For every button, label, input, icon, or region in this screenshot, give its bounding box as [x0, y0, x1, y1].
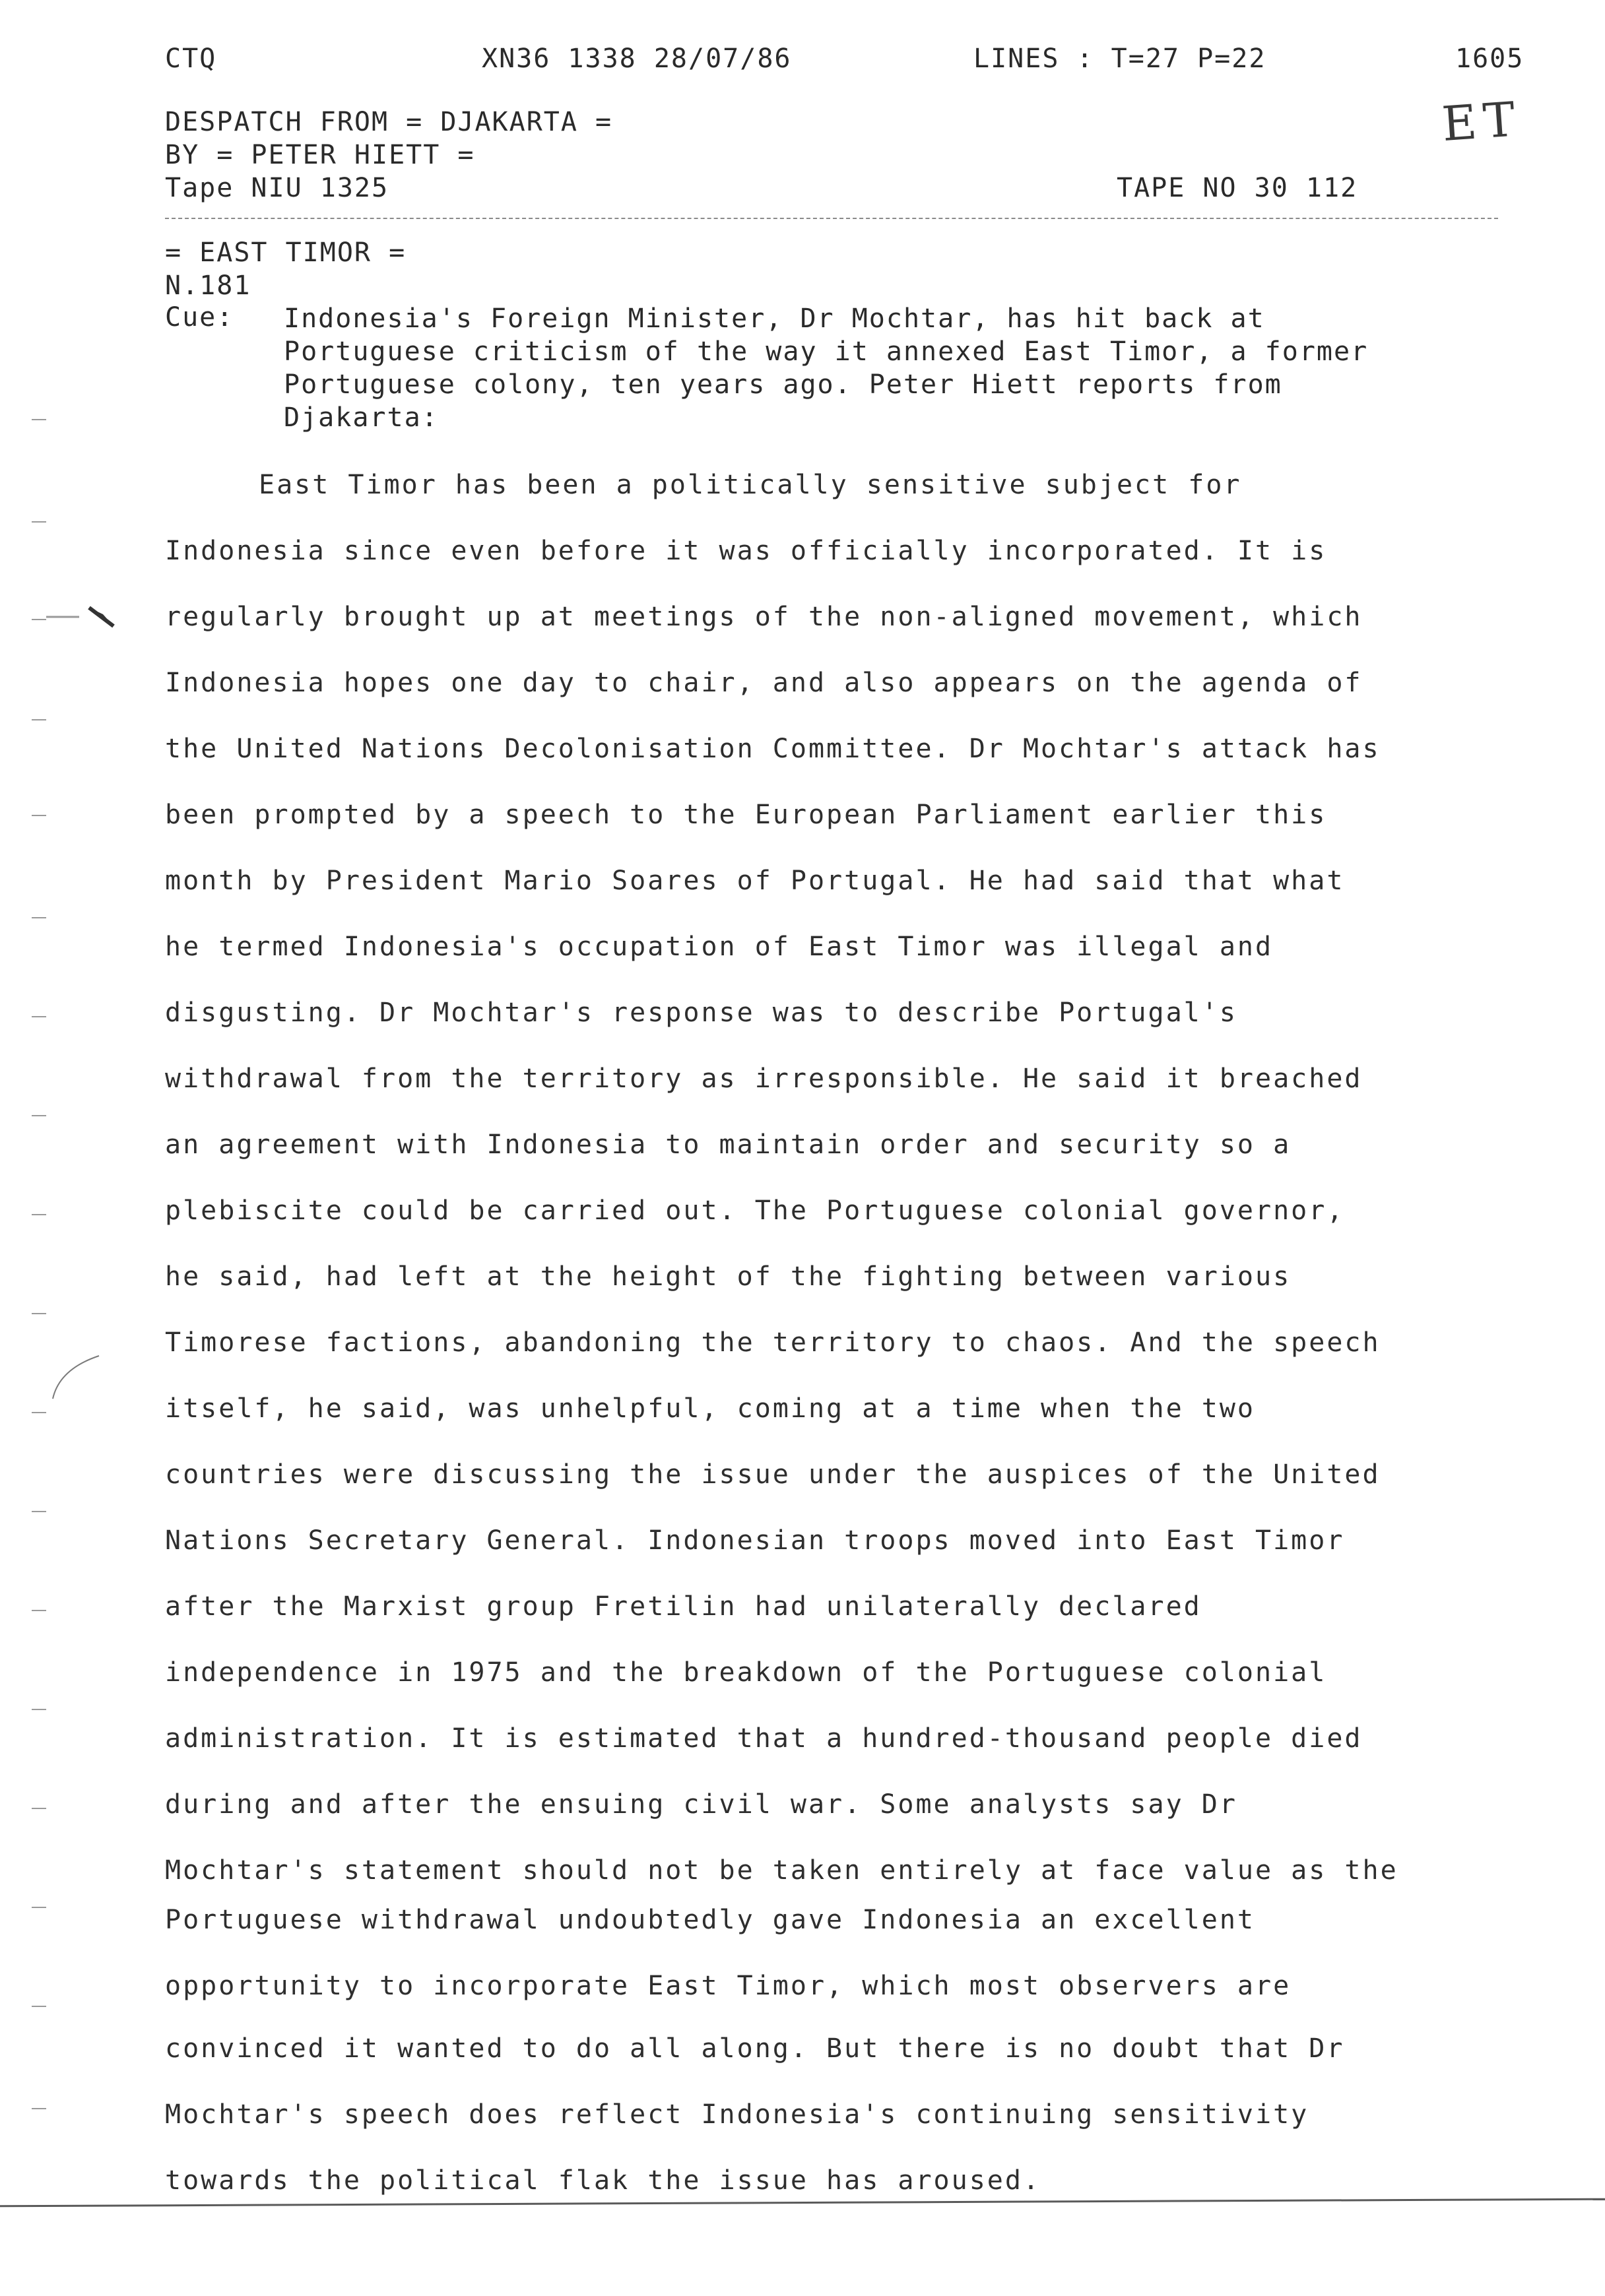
- body-line: itself, he said, was unhelpful, coming at a time when the two: [165, 1393, 1256, 1424]
- margin-mark: [32, 1412, 46, 1413]
- cue-line: Indonesia's Foreign Minister, Dr Mochtar, has hit back at: [284, 303, 1265, 334]
- margin-mark: [32, 1511, 46, 1512]
- body-line: the United Nations Decolonisation Committee. Dr Mochtar's attack has: [165, 734, 1381, 764]
- body-line: month by President Mario Soares of Portugal. He had said that what: [165, 866, 1345, 896]
- body-line: convinced it wanted to do all along. But there is no doubt that Dr: [165, 2033, 1345, 2064]
- margin-mark: [32, 815, 46, 816]
- body-line: Indonesia hopes one day to chair, and also appears on the agenda of: [165, 668, 1363, 698]
- body-line: opportunity to incorporate East Timor, which most observers are: [165, 1971, 1292, 2001]
- margin-mark: [32, 719, 46, 720]
- handwritten-initials: ET: [1440, 90, 1524, 152]
- source-code: CTQ: [165, 44, 217, 74]
- body-line: disgusting. Dr Mochtar's response was to describe Portugal's: [165, 998, 1237, 1028]
- body-line: during and after the ensuing civil war. Some analysts say Dr: [165, 1789, 1237, 1820]
- body-line: regularly brought up at meetings of the non-aligned movement, which: [165, 602, 1363, 632]
- body-line: countries were discussing the issue under the auspices of the United: [165, 1459, 1381, 1490]
- margin-mark: [32, 1115, 46, 1116]
- margin-mark: [32, 1610, 46, 1611]
- cue-line: Portuguese colony, ten years ago. Peter Hiett reports from: [284, 369, 1282, 400]
- body-line: towards the political flak the issue has aroused.: [165, 2165, 1041, 2196]
- margin-mark: [32, 1907, 46, 1908]
- body-line: plebiscite could be carried out. The Portuguese colonial governor,: [165, 1196, 1345, 1226]
- body-line: been prompted by a speech to the European Parliament earlier this: [165, 800, 1327, 830]
- body-line: Portuguese withdrawal undoubtedly gave Indonesia an excellent: [165, 1905, 1256, 1935]
- body-line: administration. It is estimated that a hundred-thousand people died: [165, 1723, 1363, 1754]
- body-line: Mochtar's statement should not be taken entirely at face value as the: [165, 1855, 1398, 1886]
- margin-mark: [32, 917, 46, 918]
- tape-niu: Tape NIU 1325: [165, 173, 389, 203]
- message-id: XN36 1338 28/07/86: [482, 44, 792, 74]
- body-line: East Timor has been a politically sensitive subject for: [259, 470, 1242, 500]
- page-number: 1605: [1455, 44, 1524, 74]
- body-line: after the Marxist group Fretilin had unilaterally declared: [165, 1591, 1202, 1622]
- margin-mark: [32, 419, 46, 420]
- margin-mark: [32, 1016, 46, 1017]
- story-number: N.181: [165, 271, 251, 301]
- bottom-rule: [0, 2198, 1605, 2208]
- cue-line: Portuguese criticism of the way it annexed East Timor, a former: [284, 336, 1369, 367]
- margin-mark: [32, 1808, 46, 1809]
- body-line: withdrawal from the territory as irresponsible. He said it breached: [165, 1064, 1363, 1094]
- body-line: an agreement with Indonesia to maintain order and security so a: [165, 1130, 1292, 1160]
- line-count: LINES : T=27 P=22: [973, 44, 1266, 74]
- margin-mark: [32, 521, 46, 523]
- body-line: he said, had left at the height of the fighting between various: [165, 1261, 1292, 1292]
- body-line: Mochtar's speech does reflect Indonesia's continuing sensitivity: [165, 2099, 1309, 2130]
- margin-mark: [32, 1709, 46, 1710]
- margin-mark: [32, 1313, 46, 1314]
- margin-mark: [32, 1214, 46, 1215]
- despatch-from: DESPATCH FROM = DJAKARTA =: [165, 107, 613, 137]
- cue-label: Cue:: [165, 302, 234, 333]
- story-slug: = EAST TIMOR =: [165, 238, 407, 268]
- margin-mark: [32, 2108, 46, 2109]
- body-line: independence in 1975 and the breakdown of the Portuguese colonial: [165, 1657, 1327, 1688]
- separator-rule: [165, 218, 1498, 219]
- pen-stroke-icon: [40, 1349, 106, 1402]
- body-line: Nations Secretary General. Indonesian troops moved into East Timor: [165, 1525, 1345, 1556]
- margin-arrow-icon: [40, 597, 119, 637]
- body-line: Indonesia since even before it was officially incorporated. It is: [165, 536, 1327, 566]
- margin-mark: [32, 2006, 46, 2007]
- body-line: he termed Indonesia's occupation of East Timor was illegal and: [165, 932, 1274, 962]
- body-line: Timorese factions, abandoning the territory to chaos. And the speech: [165, 1327, 1381, 1358]
- despatch-by: BY = PETER HIETT =: [165, 140, 475, 170]
- tape-number: TAPE NO 30 112: [1117, 173, 1358, 203]
- cue-line: Djakarta:: [284, 402, 439, 433]
